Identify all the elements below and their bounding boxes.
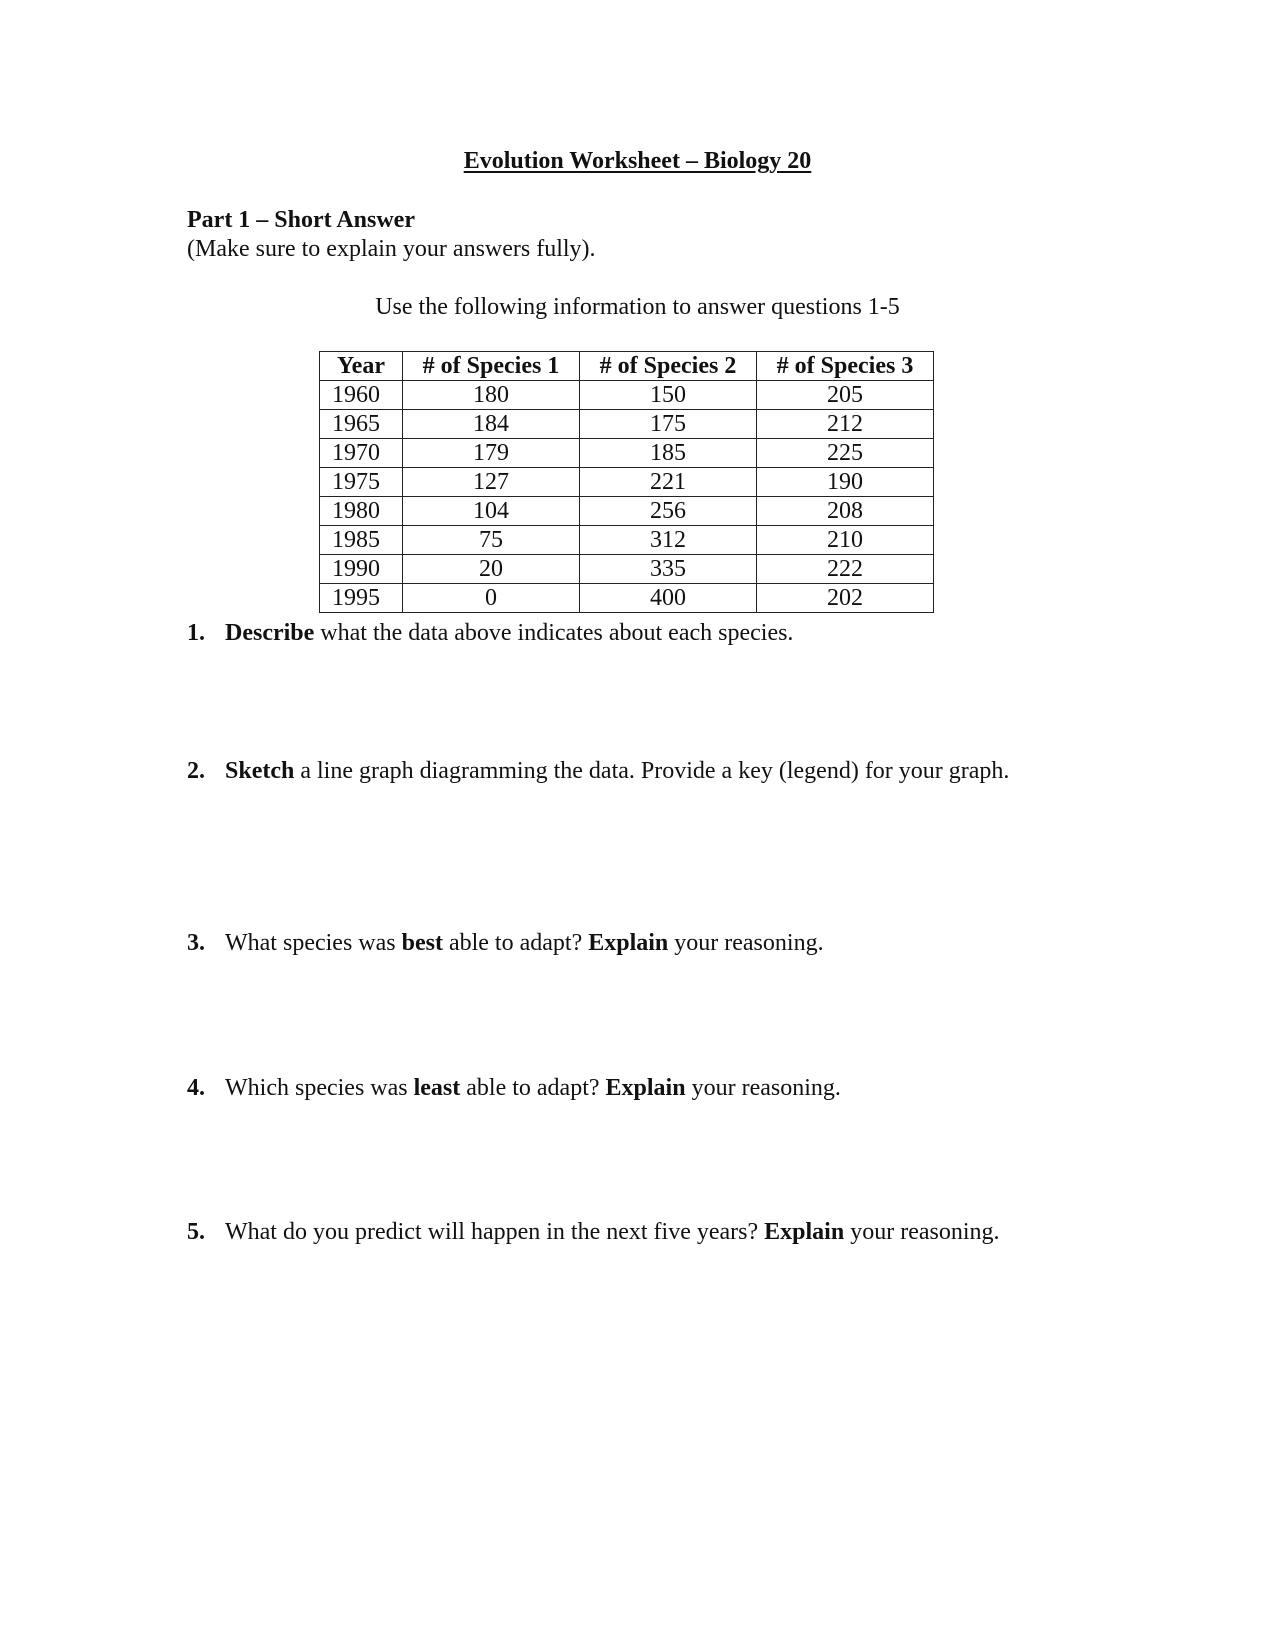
- question-keyword: Explain: [764, 1219, 845, 1245]
- question-number: 3.: [187, 930, 205, 956]
- year-cell: 1960: [320, 381, 403, 410]
- table-row: [320, 584, 934, 613]
- species-2-cell: 175: [580, 410, 757, 439]
- year-cell: 1980: [320, 497, 403, 526]
- species-2-cell: 185: [580, 439, 757, 468]
- header-species-1: # of Species 1: [403, 352, 580, 381]
- table-row: [320, 468, 934, 497]
- header-species-3: # of Species 3: [757, 352, 934, 381]
- question-text: able to adapt?: [460, 1075, 606, 1101]
- species-3-cell: 210: [757, 526, 934, 555]
- table-intro: Use the following information to answer questions 1-5: [375, 294, 900, 320]
- year-cell: 1990: [320, 555, 403, 584]
- table-row: [320, 439, 934, 468]
- question-1: [187, 620, 793, 647]
- year-cell: 1970: [320, 439, 403, 468]
- year-cell: 1985: [320, 526, 403, 555]
- question-text: Which species was: [225, 1075, 414, 1101]
- table-row: [320, 555, 934, 584]
- question-text: What do you predict will happen in the next five years?: [225, 1219, 765, 1245]
- question-number: 4.: [187, 1075, 205, 1101]
- table-row: [320, 497, 934, 526]
- species-2-cell: 150: [580, 381, 757, 410]
- species-1-cell: 180: [403, 381, 580, 410]
- table-row: [320, 410, 934, 439]
- year-cell: 1975: [320, 468, 403, 497]
- table-row: [320, 526, 934, 555]
- species-data-table: [319, 351, 934, 613]
- question-5: [187, 1219, 1000, 1246]
- species-3-cell: 212: [757, 410, 934, 439]
- question-keyword: Explain: [588, 930, 669, 956]
- year-cell: 1965: [320, 410, 403, 439]
- question-keyword: least: [413, 1075, 461, 1101]
- species-3-cell: 190: [757, 468, 934, 497]
- question-text: a line graph diagramming the data. Provide a key (legend) for your graph.: [294, 758, 1010, 784]
- question-keyword: Sketch: [225, 758, 295, 784]
- header-year: Year: [320, 352, 403, 381]
- question-number: 2.: [187, 758, 205, 784]
- question-text: your reasoning.: [844, 1219, 1000, 1245]
- species-1-cell: 75: [403, 526, 580, 555]
- question-text: what the data above indicates about each species.: [314, 620, 794, 646]
- species-3-cell: 222: [757, 555, 934, 584]
- species-1-cell: 127: [403, 468, 580, 497]
- species-1-cell: 179: [403, 439, 580, 468]
- species-3-cell: 208: [757, 497, 934, 526]
- question-3: [187, 930, 824, 957]
- page-title: Evolution Worksheet – Biology 20: [463, 148, 812, 174]
- question-text: able to adapt?: [442, 930, 589, 956]
- species-2-cell: 221: [580, 468, 757, 497]
- header-species-2: # of Species 2: [580, 352, 757, 381]
- species-1-cell: 20: [403, 555, 580, 584]
- species-2-cell: 256: [580, 497, 757, 526]
- question-keyword: Describe: [225, 620, 315, 646]
- species-1-cell: 184: [403, 410, 580, 439]
- species-1-cell: 0: [403, 584, 580, 613]
- year-cell: 1995: [320, 584, 403, 613]
- table-body: [320, 381, 934, 613]
- question-keyword: best: [401, 930, 443, 956]
- species-3-cell: 202: [757, 584, 934, 613]
- table-row: [320, 381, 934, 410]
- species-2-cell: 400: [580, 584, 757, 613]
- question-text: your reasoning.: [668, 930, 824, 956]
- question-2: [187, 758, 1009, 785]
- question-number: 1.: [187, 620, 205, 646]
- section-note: (Make sure to explain your answers fully).: [187, 236, 596, 262]
- species-3-cell: 205: [757, 381, 934, 410]
- species-2-cell: 312: [580, 526, 757, 555]
- question-keyword: Explain: [605, 1075, 686, 1101]
- question-text: your reasoning.: [685, 1075, 841, 1101]
- table-header-row: [320, 352, 934, 381]
- species-3-cell: 225: [757, 439, 934, 468]
- question-4: [187, 1075, 841, 1102]
- species-1-cell: 104: [403, 497, 580, 526]
- species-2-cell: 335: [580, 555, 757, 584]
- question-number: 5.: [187, 1219, 205, 1245]
- question-text: What species was: [225, 930, 402, 956]
- section-heading: Part 1 – Short Answer: [187, 207, 415, 233]
